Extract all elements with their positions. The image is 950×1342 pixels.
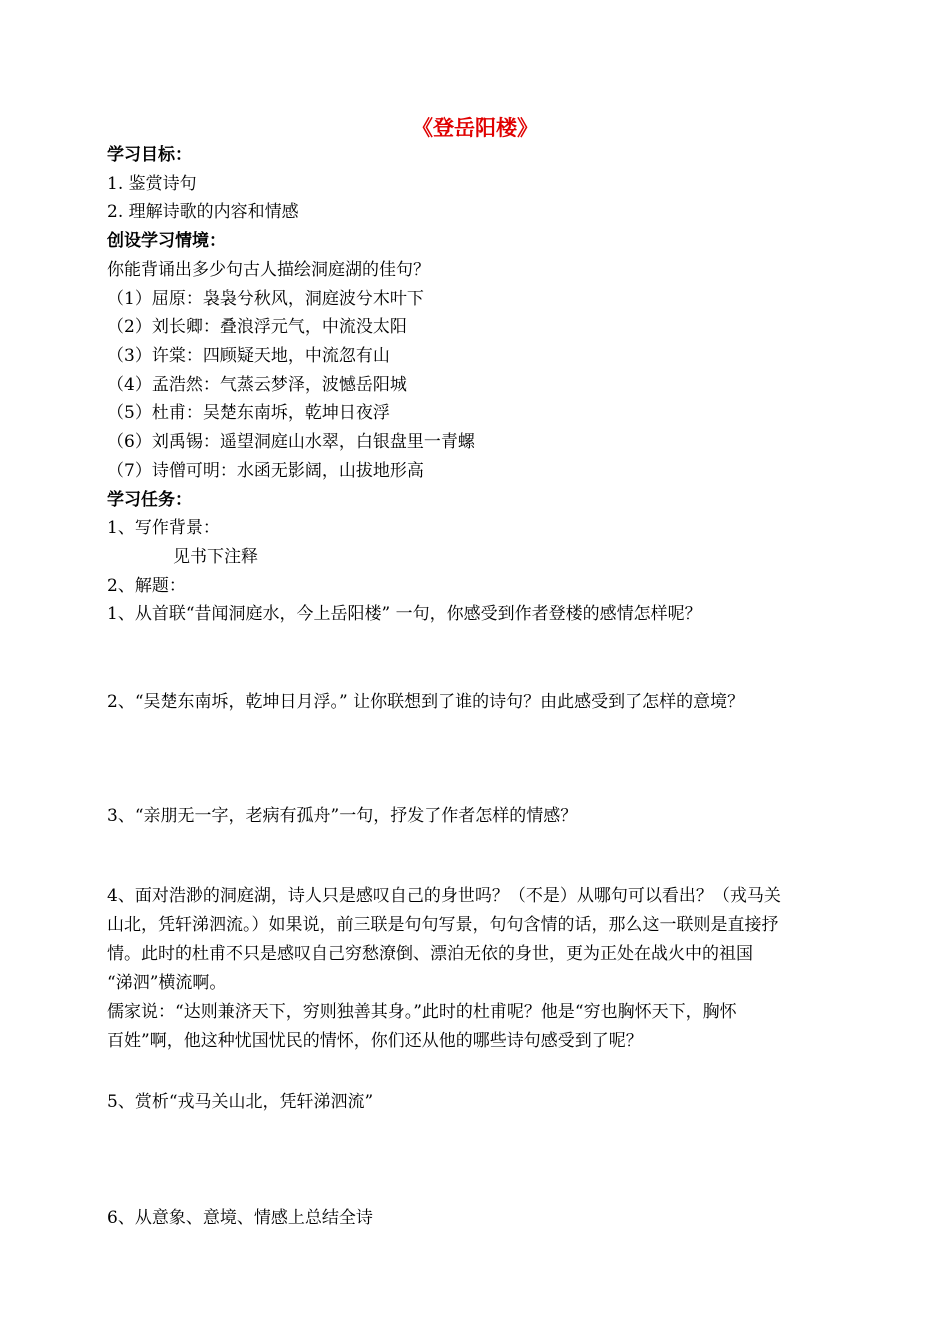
question-3: 3、“亲朋无一字，老病有孤舟”一句，抒发了作者怎样的情感？	[107, 806, 578, 826]
background-label: 1、写作背景：	[107, 518, 220, 538]
question-4-line: “涕泗”横流啊。	[107, 973, 227, 993]
explain-label: 2、解题：	[107, 576, 186, 596]
goal-item: 1. 鉴赏诗句	[107, 174, 197, 194]
tasks-heading: 学习任务：	[107, 490, 192, 510]
question-6: 6、从意象、意境、情感上总结全诗	[107, 1208, 373, 1228]
goals-heading: 学习目标：	[107, 145, 192, 165]
poem-line: （7）诗僧可明：水函无影阔，山拔地形高	[107, 461, 424, 481]
page-title: 《登岳阳楼》	[412, 115, 538, 140]
question-4-line: 儒家说：“达则兼济天下，穷则独善其身。”此时的杜甫呢？他是“穷也胸怀天下，胸怀	[107, 1002, 737, 1022]
question-1: 1、从首联“昔闻洞庭水，今上岳阳楼” 一句，你感受到作者登楼的感情怎样呢？	[107, 604, 702, 624]
question-2: 2、“吴楚东南坼，乾坤日月浮。” 让你联想到了谁的诗句？由此感受到了怎样的意境？	[107, 692, 745, 712]
poem-line: （2）刘长卿：叠浪浮元气，中流没太阳	[107, 317, 407, 337]
question-4-line: 山北，凭轩涕泗流。）如果说，前三联是句句写景，句句含情的话，那么这一联则是直接抒	[107, 915, 779, 935]
question-5: 5、赏析“戎马关山北，凭轩涕泗流”	[107, 1092, 374, 1112]
question-4-line: 百姓”啊，他这种忧国忧民的情怀，你们还从他的哪些诗句感受到了呢？	[107, 1031, 643, 1051]
question-4-line: 情。此时的杜甫不只是感叹自己穷愁潦倒、漂泊无依的身世，更为正处在战火中的祖国	[107, 944, 753, 964]
context-question: 你能背诵出多少句古人描绘洞庭湖的佳句？	[107, 260, 430, 280]
question-4-line: 4、面对浩渺的洞庭湖，诗人只是感叹自己的身世吗？（不是）从哪句可以看出？（戎马关	[107, 886, 781, 906]
poem-line: （5）杜甫：吴楚东南坼，乾坤日夜浮	[107, 403, 390, 423]
poem-line: （1）屈原：袅袅兮秋风，洞庭波兮木叶下	[107, 289, 424, 309]
poem-line: （3）许棠：四顾疑天地，中流忽有山	[107, 346, 390, 366]
goal-item: 2. 理解诗歌的内容和情感	[107, 202, 299, 222]
background-note: 见书下注释	[173, 547, 258, 567]
context-heading: 创设学习情境：	[107, 231, 226, 251]
poem-line: （4）孟浩然：气蒸云梦泽，波憾岳阳城	[107, 375, 407, 395]
poem-line: （6）刘禹锡：遥望洞庭山水翠，白银盘里一青螺	[107, 432, 475, 452]
